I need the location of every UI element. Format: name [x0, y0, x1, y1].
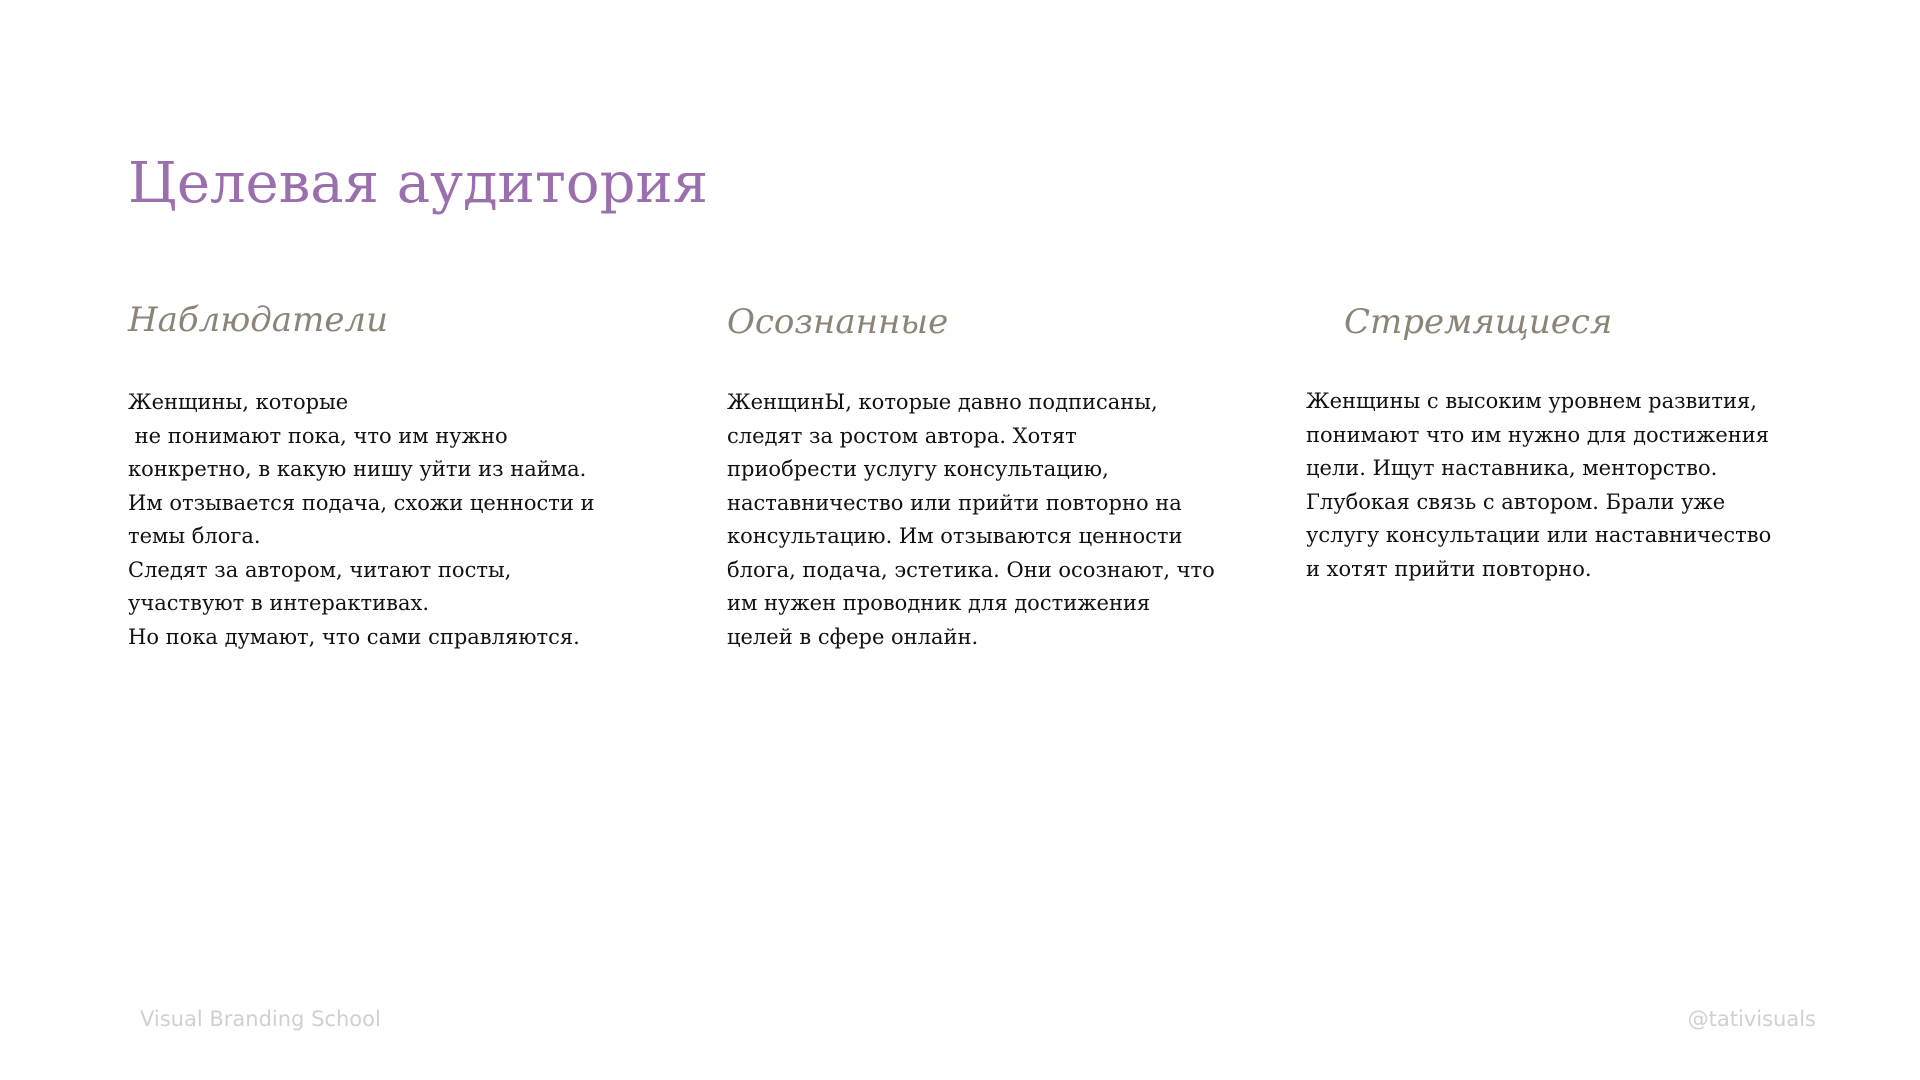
column-body: Женщины, которые не понимают пока, что им нужно конкретно, в какую нишу уйти из найма. Им отзывается подача, схожи ценности и темы блога. Следят за автором, читают посты, участвуют в интерактивах. Но пока думают, что сами справляются. — [128, 390, 595, 649]
column-body: Женщины с высоким уровнем развития, понимают что им нужно для достижения цели. Ищут наставника, менторство. Глубокая связь с автором. Брали уже услугу консультации или наставничество и хотят прийти повторно. — [1306, 389, 1772, 581]
column-body: ЖенщинЫ, которые давно подписаны, следят за ростом автора. Хотят приобрести услугу консультацию, наставничество или прийти повторно на консультацию. Им отзываются ценности блога, подача, эстетика. Они осознают, что им нужен проводник для достижения целей в сфере онлайн. — [727, 390, 1215, 649]
column-heading: Осознанные — [727, 302, 949, 342]
footer-brand: Visual Branding School — [140, 1007, 381, 1031]
column-heading: Стремящиеся — [1344, 302, 1613, 342]
column-heading: Наблюдатели — [128, 300, 388, 340]
page-title: Целевая аудитория — [128, 151, 709, 216]
footer-handle: @tativisuals — [1687, 1007, 1816, 1031]
